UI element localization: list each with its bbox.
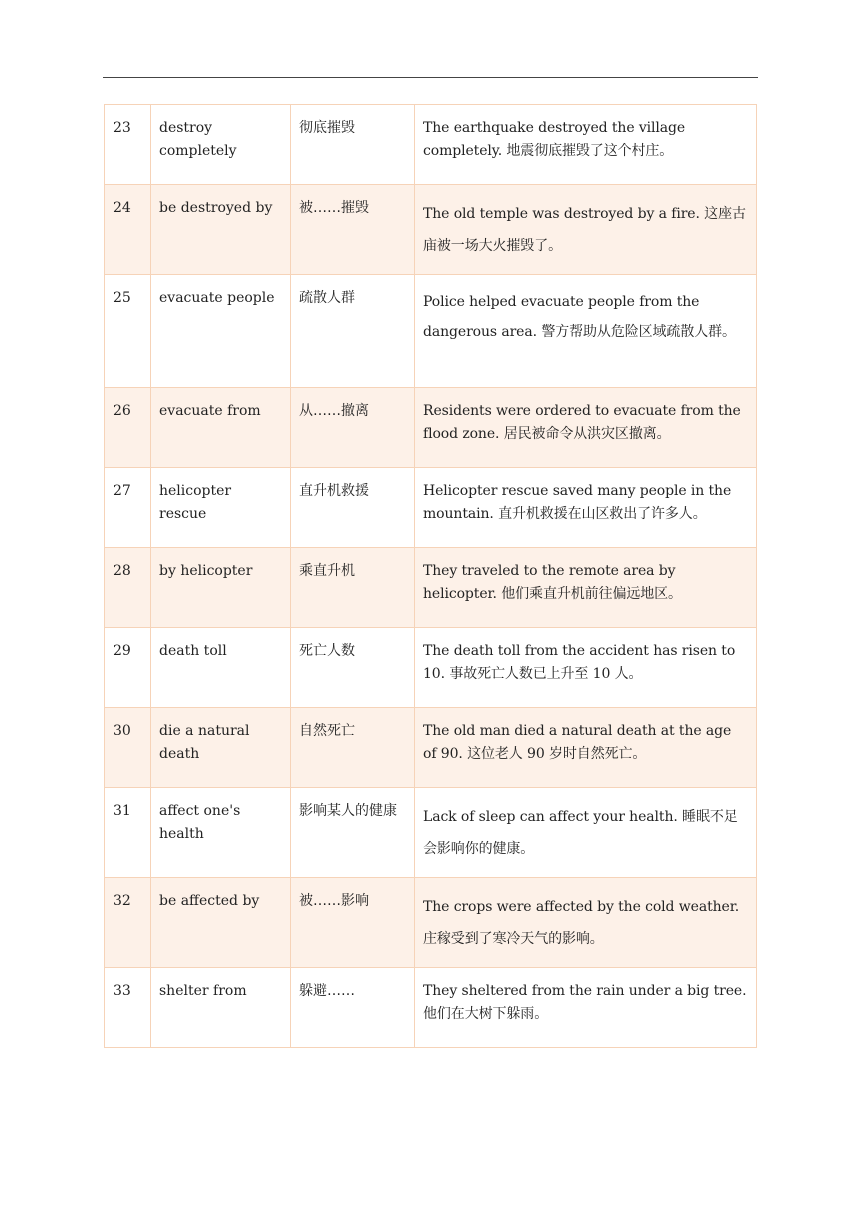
table-row <box>105 185 757 275</box>
chinese-cell: 疏散人群 <box>291 275 415 388</box>
table-row <box>105 105 757 185</box>
row-number: 31 <box>105 788 151 878</box>
phrase-cell: affect one's health <box>151 788 291 878</box>
example-cell: Lack of sleep can affect your health. 睡眠不足会影响你的健康。 <box>415 788 757 878</box>
table-row <box>105 388 757 468</box>
chinese-cell: 从……撤离 <box>291 388 415 468</box>
example-cell: The earthquake destroyed the village completely. 地震彻底摧毁了这个村庄。 <box>415 105 757 185</box>
row-number: 32 <box>105 878 151 968</box>
row-number: 30 <box>105 708 151 788</box>
row-number: 33 <box>105 968 151 1048</box>
phrase-cell: by helicopter <box>151 548 291 628</box>
row-number: 23 <box>105 105 151 185</box>
row-number: 29 <box>105 628 151 708</box>
row-number: 24 <box>105 185 151 275</box>
chinese-cell: 被……影响 <box>291 878 415 968</box>
chinese-cell: 直升机救援 <box>291 468 415 548</box>
phrase-cell: destroy completely <box>151 105 291 185</box>
table-row <box>105 968 757 1048</box>
phrase-cell: helicopter rescue <box>151 468 291 548</box>
row-number: 27 <box>105 468 151 548</box>
table-row <box>105 628 757 708</box>
chinese-cell: 躲避…… <box>291 968 415 1048</box>
example-cell: The old temple was destroyed by a fire. 这座古庙被一场大火摧毁了。 <box>415 185 757 275</box>
chinese-cell: 影响某人的健康 <box>291 788 415 878</box>
phrase-cell: evacuate people <box>151 275 291 388</box>
example-cell: Residents were ordered to evacuate from the flood zone. 居民被命令从洪灾区撤离。 <box>415 388 757 468</box>
header-rule <box>103 77 758 78</box>
chinese-cell: 彻底摧毁 <box>291 105 415 185</box>
phrase-cell: be affected by <box>151 878 291 968</box>
vocabulary-table <box>104 104 757 1048</box>
chinese-cell: 死亡人数 <box>291 628 415 708</box>
table-row <box>105 708 757 788</box>
phrase-cell: evacuate from <box>151 388 291 468</box>
example-cell: The old man died a natural death at the age of 90. 这位老人 90 岁时自然死亡。 <box>415 708 757 788</box>
table-row <box>105 788 757 878</box>
phrase-cell: shelter from <box>151 968 291 1048</box>
phrase-cell: be destroyed by <box>151 185 291 275</box>
chinese-cell: 被……摧毁 <box>291 185 415 275</box>
row-number: 25 <box>105 275 151 388</box>
example-cell: They sheltered from the rain under a big tree. 他们在大树下躲雨。 <box>415 968 757 1048</box>
row-number: 28 <box>105 548 151 628</box>
example-cell: They traveled to the remote area by helicopter. 他们乘直升机前往偏远地区。 <box>415 548 757 628</box>
row-number: 26 <box>105 388 151 468</box>
chinese-cell: 自然死亡 <box>291 708 415 788</box>
example-cell: The death toll from the accident has risen to 10. 事故死亡人数已上升至 10 人。 <box>415 628 757 708</box>
table-row <box>105 548 757 628</box>
table-row <box>105 275 757 388</box>
example-cell: Helicopter rescue saved many people in the mountain. 直升机救援在山区救出了许多人。 <box>415 468 757 548</box>
example-cell: The crops were affected by the cold weather. 庄稼受到了寒冷天气的影响。 <box>415 878 757 968</box>
example-cell: Police helped evacuate people from the dangerous area. 警方帮助从危险区域疏散人群。 <box>415 275 757 388</box>
chinese-cell: 乘直升机 <box>291 548 415 628</box>
table-row <box>105 468 757 548</box>
phrase-cell: die a natural death <box>151 708 291 788</box>
phrase-cell: death toll <box>151 628 291 708</box>
table-row <box>105 878 757 968</box>
